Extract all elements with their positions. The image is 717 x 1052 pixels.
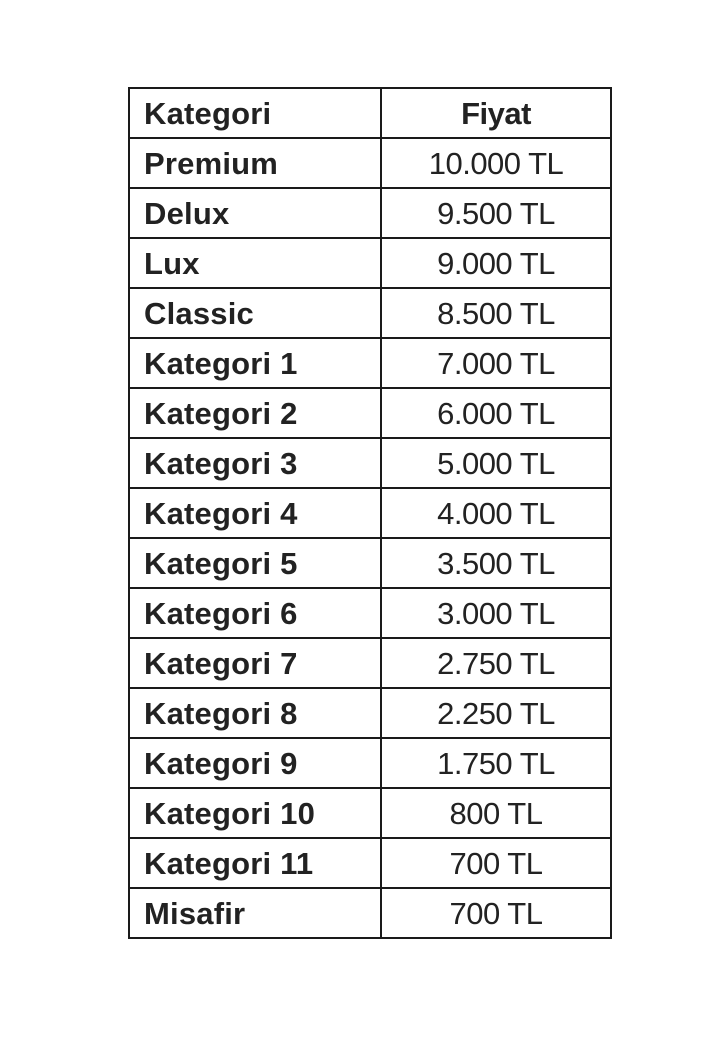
price-cell: 2.250 TL — [381, 688, 611, 738]
category-cell: Kategori 1 — [129, 338, 381, 388]
category-column-header: Kategori — [129, 88, 381, 138]
price-cell: 2.750 TL — [381, 638, 611, 688]
category-cell: Misafir — [129, 888, 381, 938]
table-row — [129, 838, 611, 888]
category-cell: Kategori 9 — [129, 738, 381, 788]
price-cell: 9.000 TL — [381, 238, 611, 288]
table-row — [129, 438, 611, 488]
table-row — [129, 488, 611, 538]
table-row — [129, 638, 611, 688]
header-row — [129, 88, 611, 138]
price-cell: 1.750 TL — [381, 738, 611, 788]
price-cell: 700 TL — [381, 888, 611, 938]
table-body — [129, 138, 611, 938]
table-row — [129, 288, 611, 338]
price-cell: 8.500 TL — [381, 288, 611, 338]
table-row — [129, 588, 611, 638]
category-cell: Premium — [129, 138, 381, 188]
category-cell: Kategori 5 — [129, 538, 381, 588]
table-row — [129, 888, 611, 938]
table-row — [129, 338, 611, 388]
category-cell: Kategori 8 — [129, 688, 381, 738]
price-cell: 700 TL — [381, 838, 611, 888]
price-cell: 4.000 TL — [381, 488, 611, 538]
category-cell: Lux — [129, 238, 381, 288]
category-cell: Classic — [129, 288, 381, 338]
category-cell: Kategori 11 — [129, 838, 381, 888]
category-cell: Kategori 6 — [129, 588, 381, 638]
price-cell: 5.000 TL — [381, 438, 611, 488]
table-header — [129, 88, 611, 138]
category-cell: Kategori 2 — [129, 388, 381, 438]
table-row — [129, 388, 611, 438]
price-cell: 9.500 TL — [381, 188, 611, 238]
price-cell: 10.000 TL — [381, 138, 611, 188]
table-row — [129, 688, 611, 738]
category-cell: Kategori 3 — [129, 438, 381, 488]
price-cell: 3.500 TL — [381, 538, 611, 588]
price-table — [128, 87, 612, 939]
table-row — [129, 538, 611, 588]
price-cell: 800 TL — [381, 788, 611, 838]
category-cell: Delux — [129, 188, 381, 238]
table-row — [129, 188, 611, 238]
price-cell: 3.000 TL — [381, 588, 611, 638]
category-cell: Kategori 4 — [129, 488, 381, 538]
price-column-header: Fiyat — [381, 88, 611, 138]
price-cell: 6.000 TL — [381, 388, 611, 438]
category-cell: Kategori 7 — [129, 638, 381, 688]
category-cell: Kategori 10 — [129, 788, 381, 838]
table-row — [129, 738, 611, 788]
table-row — [129, 788, 611, 838]
table-row — [129, 138, 611, 188]
price-cell: 7.000 TL — [381, 338, 611, 388]
table-row — [129, 238, 611, 288]
